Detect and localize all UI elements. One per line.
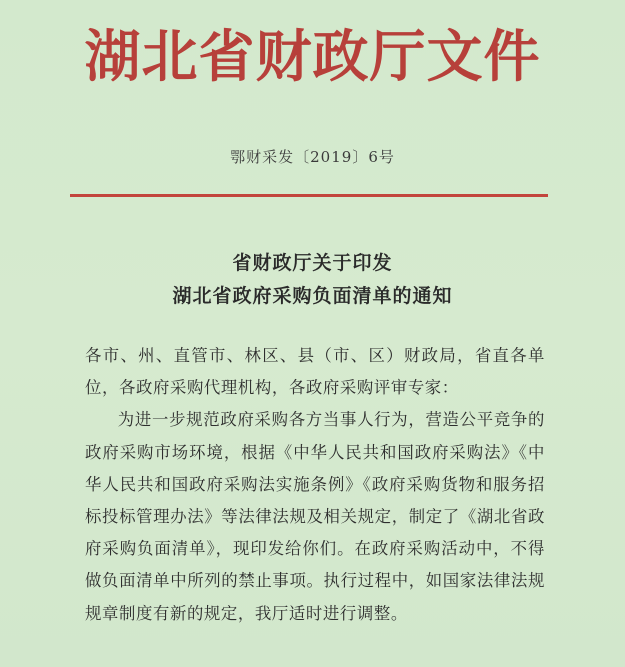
document-number: 鄂财采发〔2019〕6号 bbox=[230, 148, 395, 166]
document-header-title: 湖北省财政厅文件 bbox=[84, 24, 541, 90]
document-title-line-2: 湖北省政府采购负面清单的通知 bbox=[172, 285, 453, 307]
body-paragraph: 为进一步规范政府采购各方当事人行为，营造公平竞争的政府采购市场环境，根据《中华人民共和国政府采购法》《中华人民共和国政府采购法实施条例》《政府采购货物和服务招标投标管理办法》等法律法规及相关规定，制定了《湖北省政府采购负面清单》，现印发给你们。在政府采购活动中，不得做负面清单中所列的禁止事项。执行过程中，如国家法律法规规章制度有新的规定，我厅适时进行调整。 bbox=[85, 410, 545, 623]
document-title-line-1: 省财政厅关于印发 bbox=[232, 252, 393, 274]
red-divider-line bbox=[70, 194, 548, 197]
document-body bbox=[85, 340, 545, 630]
salutation-paragraph: 各市、州、直管市、林区、县（市、区）财政局，省直各单位，各政府采购代理机构，各政府采购评审专家： bbox=[85, 346, 545, 398]
